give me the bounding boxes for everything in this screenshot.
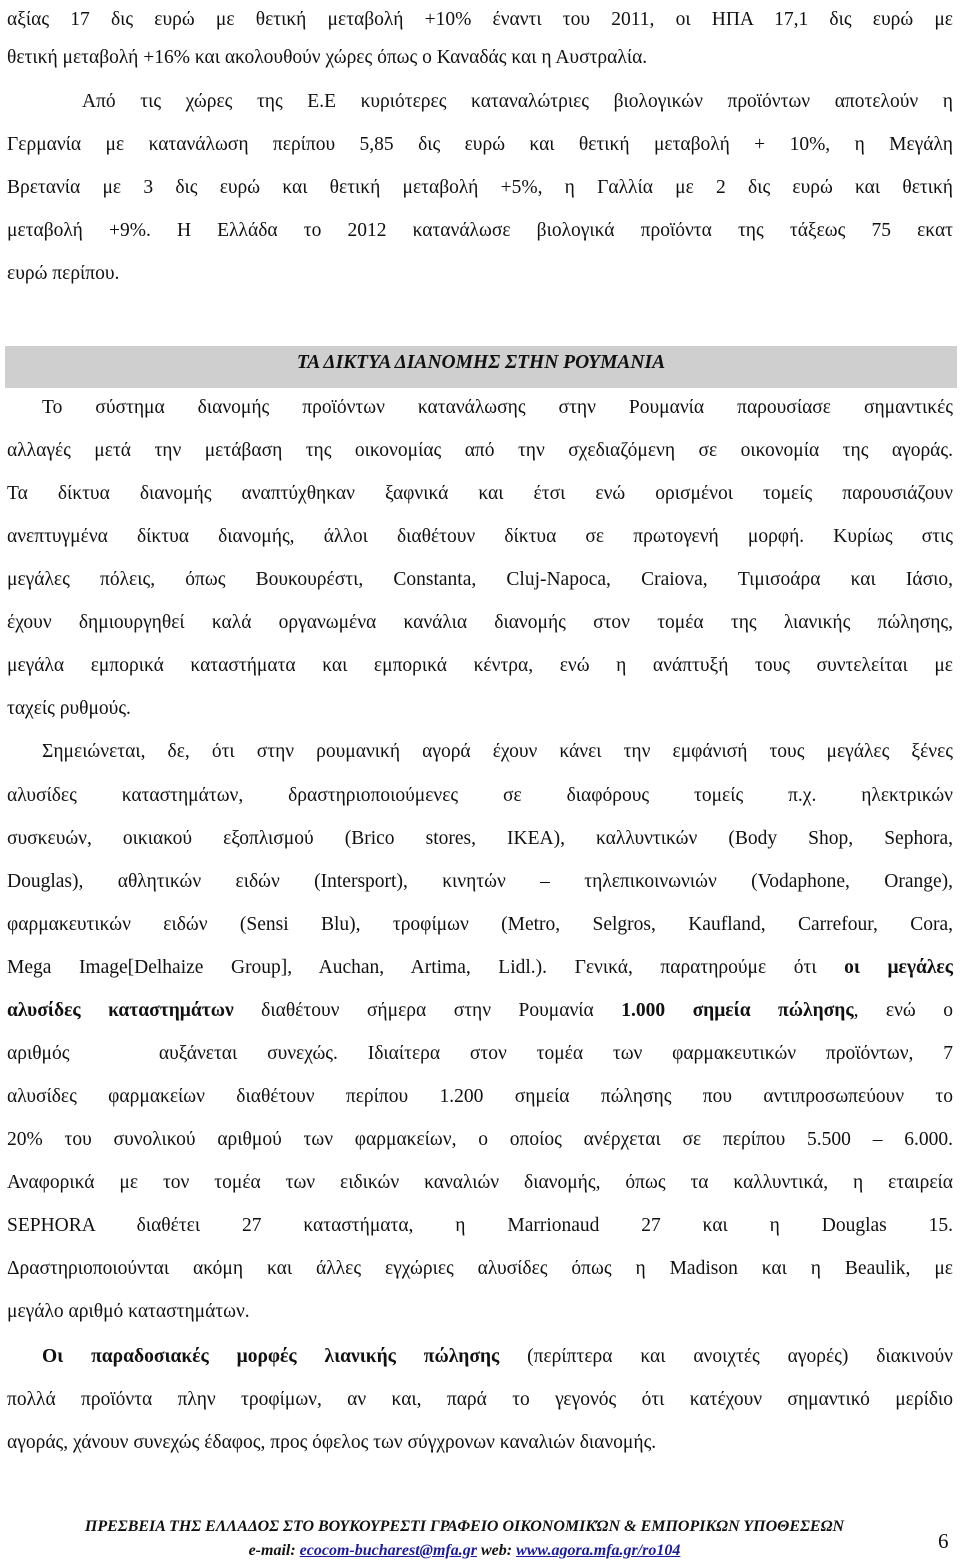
body-text-line: ανεπτυγμένα δίκτυα διανομής, άλλοι διαθέτουν δίκτυα σε πρωτογενή μορφή. Κυρίως στις [7, 526, 953, 547]
page-number: 6 [938, 1529, 949, 1553]
text-span: Mega Image[Delhaize Group], Auchan, Artima, Lidl.). Γενικά, παρατηρούμε ότι [7, 957, 845, 978]
web-link[interactable]: www.agora.mfa.gr/ro104 [516, 1542, 681, 1559]
body-text-line: αλυσίδες καταστημάτων, δραστηριοποιούμενες σε διαφόρους τομείς π.χ. ηλεκτρικών [7, 785, 953, 806]
body-text-line: Σημειώνεται, δε, ότι στην ρουμανική αγορά έχουν κάνει την εμφάνισή τους μεγάλες ξένες [42, 741, 953, 762]
body-text-line: συσκευών, οικιακού εξοπλισμού (Brico stores, IKEA), καλλυντικών (Body Shop, Sephora, [7, 828, 953, 849]
bold-text-span: οι μεγάλες [844, 957, 953, 978]
footer-organization: ΠΡΕΣΒΕΙΑ ΤΗΣ ΕΛΛΑΔΟΣ ΣΤΟ ΒΟΥΚΟΥΡΕΣΤΙ ΓΡΑΦΕΙΟ ΟΙΚΟΝΟΜΙΚΏΝ & ΕΜΠΟΡΙΚΩΝ ΥΠΟΘΕΣΕΩΝ [84, 1518, 845, 1535]
body-text-line: 20% του συνολικού αριθμού των φαρμακείων, ο οποίος ανέρχεται σε περίπου 5.500 – 6.000. [7, 1129, 953, 1150]
text-span: (περίπτερα και ανοιχτές αγορές) διακινούν [499, 1346, 954, 1367]
bold-text-span: αλυσίδες καταστημάτων [7, 1000, 234, 1021]
body-text-line [42, 1343, 953, 1371]
body-text-line: Το σύστημα διανομής προϊόντων κατανάλωσης στην Ρουμανία παρουσίασε σημαντικές [42, 397, 953, 418]
body-text-line: αριθμός αυξάνεται συνεχώς. Ιδιαίτερα στον τομέα των φαρμακευτικών προϊόντων, 7 [7, 1043, 953, 1064]
body-text-line: αγοράς, χάνουν συνεχώς έδαφος, προς όφελος των σύγχρονων καναλιών διανομής. [7, 1432, 657, 1453]
body-text-line: έχουν δημιουργηθεί καλά οργανωμένα κανάλια διανομής στον τομέα της λιανικής πώλησης, [7, 612, 953, 633]
body-text-line: αλυσίδες φαρμακείων διαθέτουν περίπου 1.200 σημεία πώλησης που αντιπροσωπεύουν το [7, 1086, 953, 1107]
body-text-line: φαρμακευτικών ειδών (Sensi Blu), τροφίμων (Metro, Selgros, Kaufland, Carrefour, Cora, [7, 914, 953, 935]
body-text-line: ευρώ περίπου. [7, 263, 120, 284]
body-text-line: αξίας 17 δις ευρώ με θετική μεταβολή +10% έναντι του 2011, οι ΗΠΑ 17,1 δις ευρώ με [7, 9, 953, 30]
body-text-line: μεγάλες πόλεις, όπως Βουκουρέστι, Constanta, Cluj-Napoca, Craiova, Τιμισοάρα και Ιάσιο, [7, 569, 953, 590]
body-text-line: ταχείς ρυθμούς. [7, 698, 131, 719]
body-text-line: Γερμανία με κατανάλωση περίπου 5,85 δις ευρώ και θετική μεταβολή + 10%, η Μεγάλη [7, 134, 953, 155]
email-link[interactable]: ecocom-bucharest@mfa.gr [299, 1542, 477, 1559]
web-label: web: [476, 1542, 517, 1559]
body-text-line: Βρετανία με 3 δις ευρώ και θετική μεταβολή +5%, η Γαλλία με 2 δις ευρώ και θετική [7, 177, 953, 198]
footer-contact [7, 1540, 922, 1562]
body-text-line: Από τις χώρες της Ε.Ε κυριότερες καταναλώτριες βιολογικών προϊόντων αποτελούν η [82, 91, 953, 112]
body-text-line: πολλά προϊόντα πλην τροφίμων, αν και, παρά το γεγονός ότι κατέχουν σημαντικό μερίδιο [7, 1389, 953, 1410]
body-text-line: μεγάλο αριθμό καταστημάτων. [7, 1301, 250, 1322]
body-text-line: μεγάλα εμπορικά καταστήματα και εμπορικά κέντρα, ενώ η ανάπτυξή τους συντελείται με [7, 655, 953, 676]
text-span: , ενώ ο [853, 1000, 953, 1021]
body-text-line: Douglas), αθλητικών ειδών (Intersport), κινητών – τηλεπικοινωνιών (Vodaphone, Orange), [7, 871, 953, 892]
bold-text-span: 1.000 σημεία πώλησης [621, 1000, 854, 1021]
section-heading: ΤΑ ΔΙΚΤΥΑ ΔΙΑΝΟΜΗΣ ΣΤΗΝ ΡΟΥΜΑΝΙΑ [296, 352, 666, 373]
email-label: e-mail: [248, 1542, 300, 1559]
body-text-line: Τα δίκτυα διανομής αναπτύχθηκαν ξαφνικά και έτσι ενώ ορισμένοι τομείς παρουσιάζουν [7, 483, 953, 504]
body-text-line: Δραστηριοποιούνται ακόμη και άλλες εγχώριες αλυσίδες όπως η Madison και η Beaulik, με [7, 1258, 953, 1279]
body-text-line: θετική μεταβολή +16% και ακολουθούν χώρες όπως ο Καναδάς και η Αυστραλία. [7, 47, 648, 68]
body-text-line: μεταβολή +9%. Η Ελλάδα το 2012 κατανάλωσε βιολογικά προϊόντα της τάξεως 75 εκατ [7, 220, 953, 241]
body-text-line: αλλαγές μετά την μετάβαση της οικονομίας από την σχεδιαζόμενη σε οικονομία της αγοράς. [7, 440, 953, 461]
body-text-line: SEPHORA διαθέτει 27 καταστήματα, η Marrionaud 27 και η Douglas 15. [7, 1215, 953, 1236]
bold-text-span: Οι παραδοσιακές μορφές λιανικής πώλησης [42, 1346, 500, 1367]
body-text-line [7, 997, 953, 1025]
body-text-line: Αναφορικά με τον τομέα των ειδικών καναλιών διανομής, όπως τα καλλυντικά, η εταιρεία [7, 1172, 953, 1193]
text-span: διαθέτουν σήμερα στην Ρουμανία [233, 1000, 622, 1021]
body-text-line [7, 954, 953, 982]
